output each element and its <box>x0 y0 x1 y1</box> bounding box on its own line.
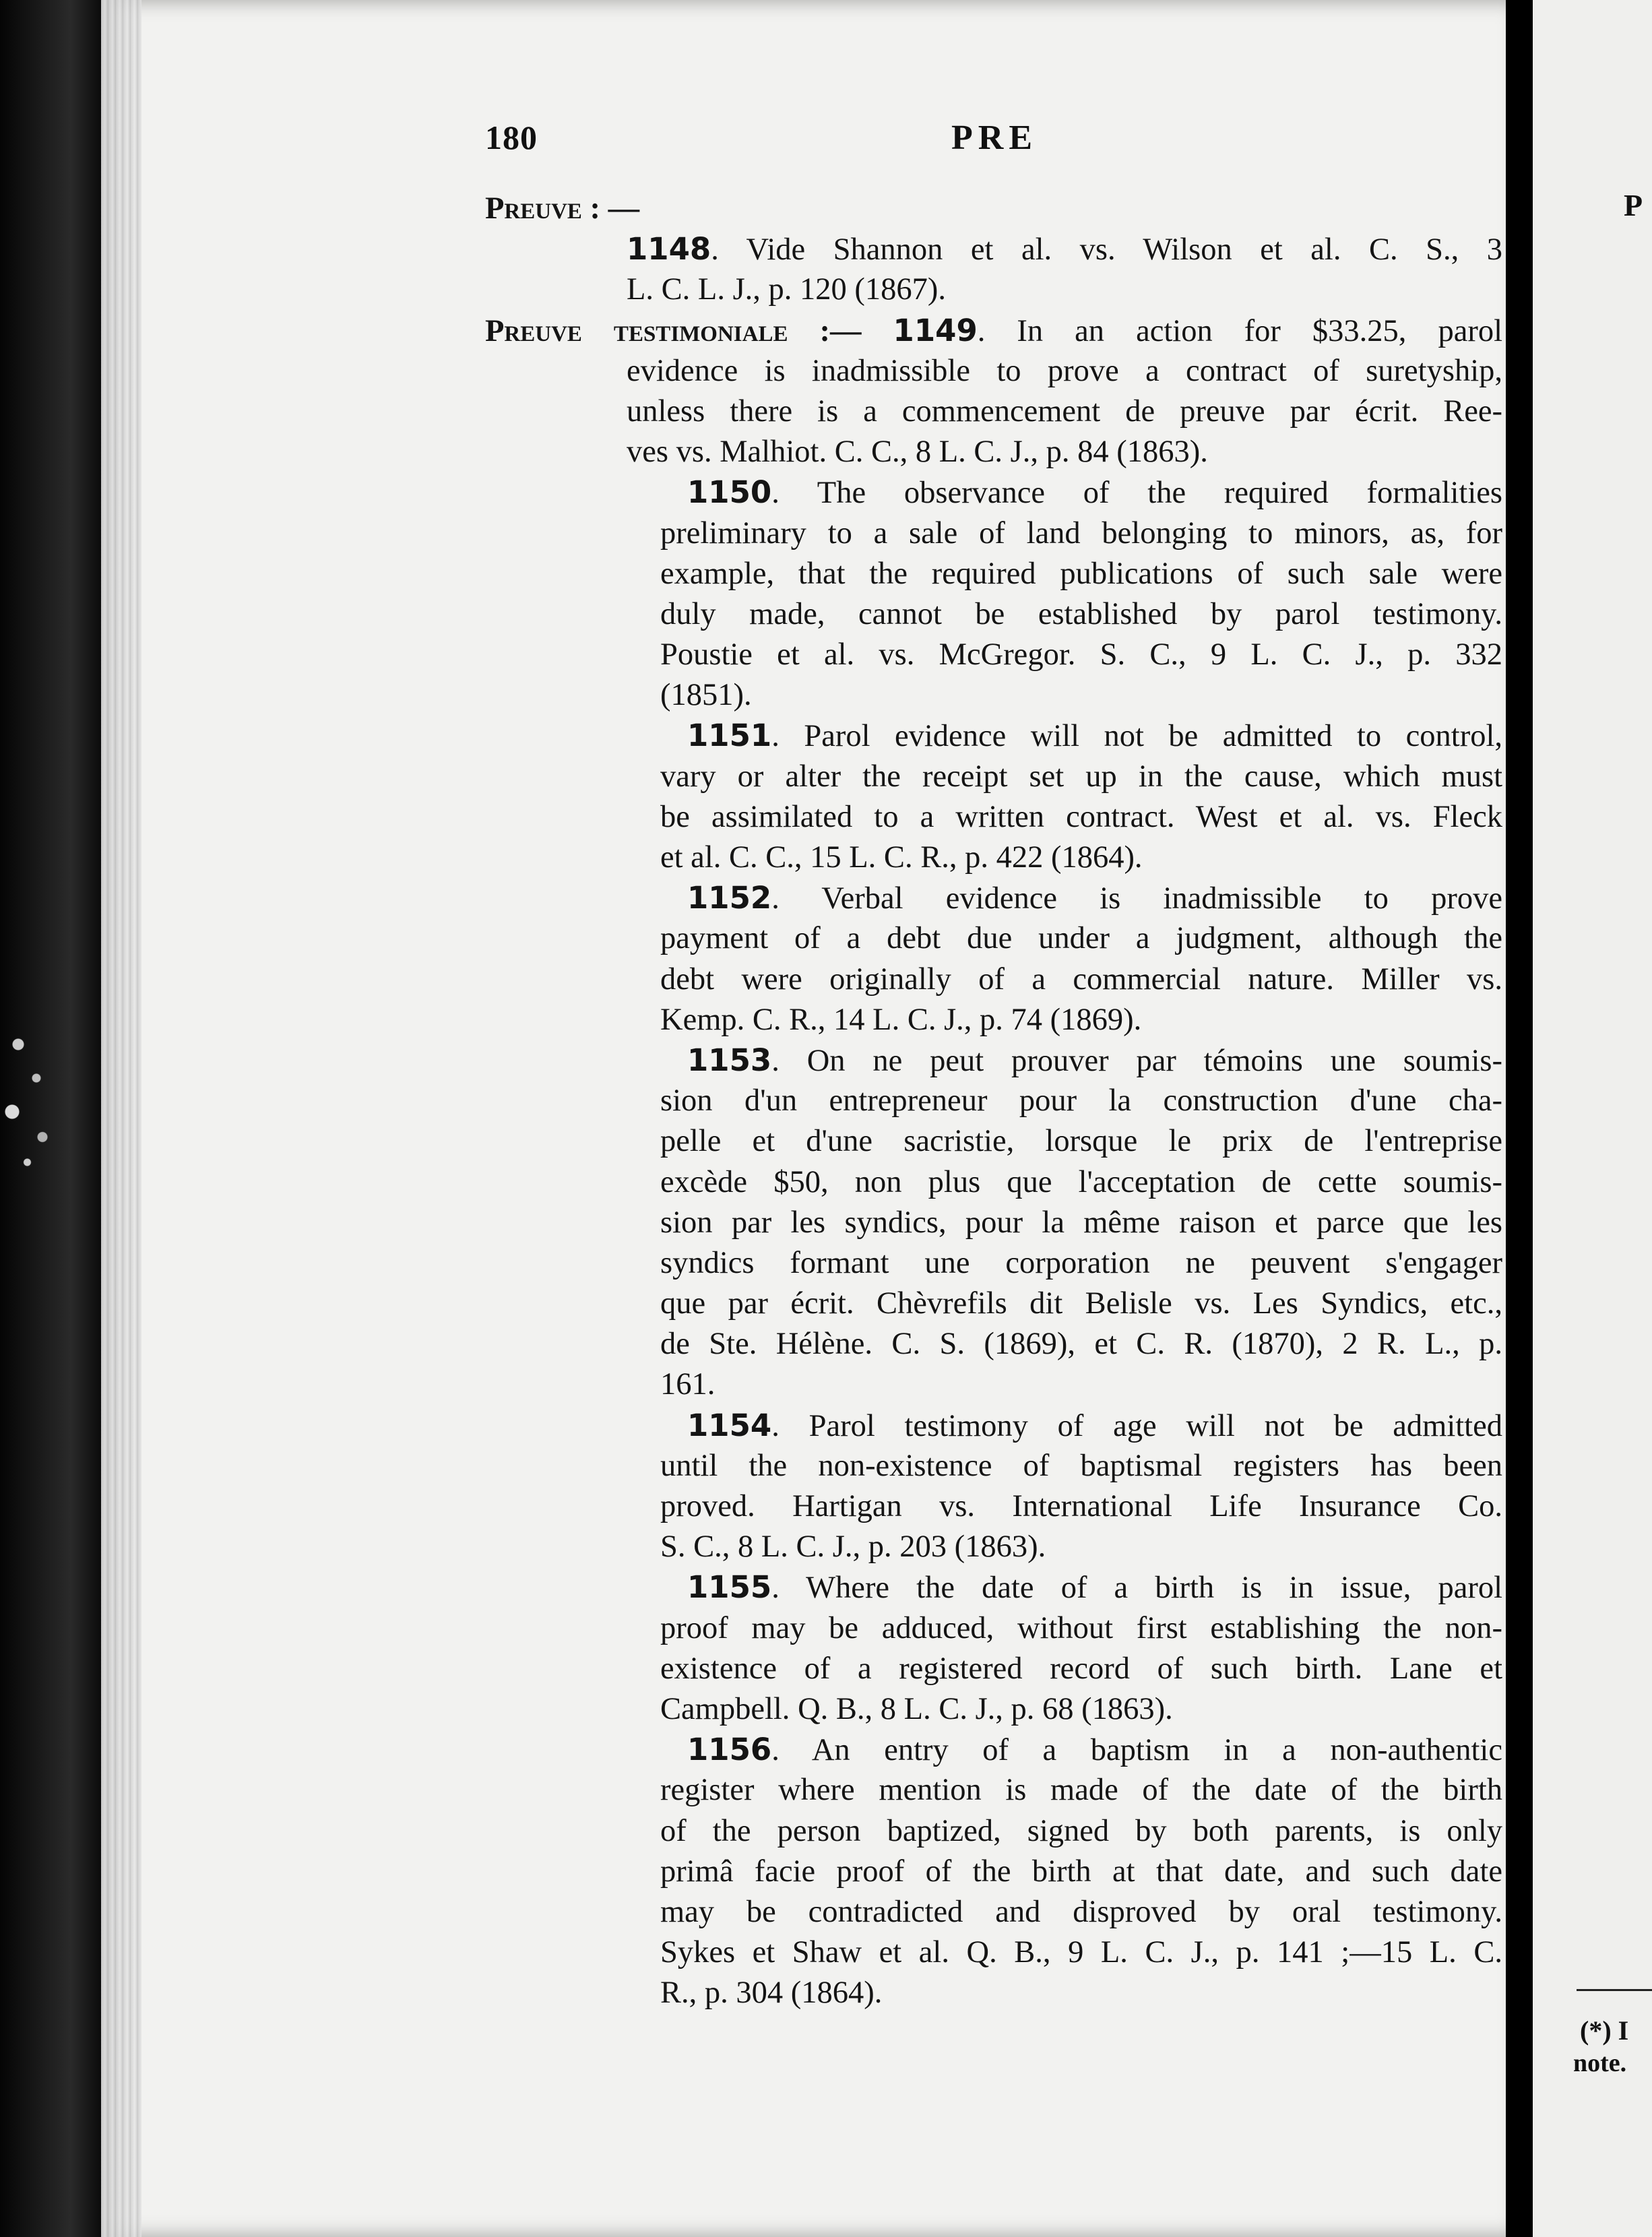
footnote-rule <box>1577 1989 1652 1991</box>
text-segment: may be contradicted and disproved by oral testimony. <box>660 1894 1502 1929</box>
entry-1148 <box>485 189 1502 311</box>
text-line <box>485 554 1502 594</box>
text-line <box>485 1770 1502 1810</box>
text-segment: . Where the date of a birth is in issue, parol <box>771 1571 1502 1606</box>
facing-page-letter: P <box>1624 188 1643 222</box>
text-segment: proof of the birth at that date, and such date <box>815 1854 1502 1889</box>
text-segment: commencement de preuve par écrit. Ree- <box>901 393 1502 429</box>
text-segment: primâ facie <box>660 1854 816 1889</box>
text-segment: Chèvrefils dit Belisle vs. Les Syndics, etc., <box>877 1286 1502 1321</box>
text-line <box>485 513 1502 554</box>
text-line <box>485 675 1502 716</box>
text-line <box>485 716 1502 756</box>
text-segment: 161. <box>660 1367 716 1402</box>
text-segment: . Parol evidence will not be admitted to control, <box>771 719 1502 754</box>
entry-1151 <box>485 716 1502 878</box>
text-line <box>485 757 1502 797</box>
text-line <box>485 878 1502 918</box>
text-line <box>485 1081 1502 1121</box>
text-line <box>485 838 1502 878</box>
text-segment: Hartigan vs. International Life Insurance Co. <box>792 1489 1502 1523</box>
text-segment: Campbell. <box>660 1691 790 1726</box>
text-line <box>485 270 1502 310</box>
page-number: 180 <box>485 119 538 156</box>
text-line <box>485 1852 1502 1892</box>
text-line <box>485 1324 1502 1364</box>
entry-number: 1150 <box>687 474 772 511</box>
text-segment: excède $50, non plus que l'acceptation de cette soumis- <box>660 1164 1502 1199</box>
text-segment: et al. <box>660 840 722 875</box>
entry-number: 1152 <box>687 880 772 916</box>
text-line <box>485 1932 1502 1973</box>
text-segment: C. S., 3 <box>1341 232 1502 267</box>
text-segment: duly made, cannot be established by parol testimony. <box>660 596 1502 631</box>
text-line <box>485 918 1502 959</box>
text-segment: C. C., 8 L. C. J., p. 84 (1863). <box>827 435 1208 470</box>
text-segment: R., p. 304 (1864). <box>660 1976 883 2011</box>
text-segment: (1851). <box>660 678 752 713</box>
entry-1156 <box>485 1730 1502 2013</box>
text-segment: evidence is inadmissible to prove a contract of suretyship, <box>627 353 1502 388</box>
text-line <box>485 1000 1502 1040</box>
text-line <box>485 1446 1502 1486</box>
entry-number: 1154 <box>687 1407 772 1443</box>
text-segment: ves vs. Malhiot. <box>627 435 827 470</box>
text-line <box>485 391 1502 432</box>
text-segment: S. C., 9 L. C. J., p. 332 <box>1075 637 1502 672</box>
text-line <box>485 797 1502 838</box>
text-segment: de Ste. Hélène. <box>660 1327 873 1362</box>
text-line <box>485 1486 1502 1527</box>
text-line <box>485 1892 1502 1932</box>
entry-1150 <box>485 472 1502 716</box>
entry-number: 1148 <box>627 231 711 267</box>
entry-number: 1153 <box>687 1042 772 1078</box>
text-segment: Lane et <box>1389 1651 1502 1686</box>
text-line <box>485 1121 1502 1162</box>
text-line <box>485 1608 1502 1649</box>
text-line <box>485 594 1502 635</box>
text-segment: unless there is a <box>627 393 902 429</box>
text-segment: proof may be adduced, without first establishing the non- <box>660 1610 1502 1645</box>
text-segment: que par écrit. <box>660 1286 877 1321</box>
text-segment: . Vide <box>711 232 833 267</box>
text-line <box>485 1162 1502 1203</box>
text-segment: pelle et d'une sacristie, lorsque le prix de l'entreprise <box>660 1124 1502 1159</box>
text-segment: . On ne peut prouver par témoins une soumis- <box>771 1043 1502 1078</box>
text-segment: vary or alter the receipt set up in the cause, which must <box>660 759 1502 794</box>
text-segment: . The observance of the required formalities <box>771 476 1502 511</box>
text-line <box>485 1689 1502 1730</box>
text-line <box>485 189 1502 229</box>
text-segment: example, that the required publications of such sale were <box>660 556 1502 591</box>
text-line <box>485 1203 1502 1243</box>
text-line <box>485 432 1502 472</box>
text-segment: existence of a registered record of such birth. <box>660 1651 1390 1686</box>
rubric-heading: Preuve : — <box>485 191 640 226</box>
text-segment: proved. <box>660 1489 793 1523</box>
text-segment: . An entry of a baptism in a non-authentic <box>771 1733 1502 1768</box>
text-line <box>485 1811 1502 1852</box>
text-segment: . Parol testimony of age will not be admitted <box>771 1408 1502 1443</box>
facing-footnote-marker: (*) I <box>1580 2015 1629 2046</box>
entry-number: 1149 <box>893 312 978 348</box>
text-line <box>485 1649 1502 1689</box>
text-line <box>485 1364 1502 1405</box>
entry-1153 <box>485 1040 1502 1406</box>
facing-page <box>1533 0 1652 2237</box>
text-segment: C. S. (1869), et C. R. (1870), 2 R. L., p. <box>872 1327 1502 1362</box>
text-line <box>485 1243 1502 1284</box>
scan-artifact <box>0 1011 61 1179</box>
text-line <box>485 1284 1502 1324</box>
text-segment: preliminary to a sale of land belonging to minors, as, for <box>660 515 1502 550</box>
text-line <box>485 1973 1502 2013</box>
text-line <box>485 1527 1502 1567</box>
text-segment: Sykes et Shaw et al. <box>660 1935 949 1970</box>
body-text <box>485 189 1502 2013</box>
text-segment: sion par les syndics, pour la même raison et parce que les <box>660 1205 1502 1240</box>
text-line <box>485 1567 1502 1608</box>
text-segment: of the person baptized, signed by both parents, is only <box>660 1813 1502 1848</box>
text-segment: Q. B., 9 L. C. J., p. 141 ;—15 L. C. <box>949 1935 1502 1970</box>
entry-number: 1151 <box>687 718 772 754</box>
text-line <box>485 635 1502 675</box>
text-segment: until the non-existence of baptismal registers has been <box>660 1448 1502 1483</box>
text-segment: Q. B., 8 L. C. J., p. 68 (1863). <box>790 1691 1173 1726</box>
text-segment: C. R., 14 L. C. J., p. 74 (1869). <box>744 1002 1142 1037</box>
text-segment: Shannon et al. vs. Wilson et al. <box>833 232 1341 267</box>
text-line <box>485 1040 1502 1081</box>
text-segment: sion d'un entrepreneur pour la construction d'une cha- <box>660 1083 1502 1118</box>
entry-number: 1156 <box>687 1732 772 1768</box>
text-segment: L. C. L. J., p. 120 (1867). <box>627 272 947 307</box>
facing-footnote-text: note. <box>1573 2049 1627 2077</box>
text-line <box>485 311 1502 351</box>
text-line <box>485 229 1502 270</box>
text-segment: payment of a debt due under a judgment, although the <box>660 921 1502 956</box>
text-segment: Miller vs. <box>1361 962 1502 997</box>
text-segment: West et al. vs. Fleck <box>1195 799 1502 834</box>
page-header <box>485 118 1523 165</box>
text-segment: . In an action for $33.25, parol <box>977 313 1502 348</box>
running-head: PRE <box>951 119 1038 157</box>
text-segment: debt were originally of a commercial nature. <box>660 962 1362 997</box>
text-line <box>485 351 1502 391</box>
entry-number: 1155 <box>687 1569 772 1606</box>
book-gutter <box>1506 0 1533 2237</box>
rubric-heading: Preuve testimoniale :— <box>485 313 893 348</box>
text-line <box>485 959 1502 1000</box>
text-segment: syndics formant une corporation ne peuvent s'engager <box>660 1245 1502 1280</box>
text-segment: Poustie et al. vs. McGregor. <box>660 637 1076 672</box>
text-line <box>485 1406 1502 1446</box>
text-line <box>485 472 1502 513</box>
text-segment: register where mention is made of the date of the birth <box>660 1773 1502 1808</box>
text-segment: . Verbal evidence is inadmissible to prove <box>771 881 1502 916</box>
text-segment: C. C., 15 L. C. R., p. 422 (1864). <box>721 840 1143 875</box>
text-segment: S. C., 8 L. C. J., p. 203 (1863). <box>660 1530 1046 1565</box>
entry-1154 <box>485 1406 1502 1568</box>
entry-1155 <box>485 1567 1502 1730</box>
text-segment: be assimilated to a written contract. <box>660 799 1196 834</box>
entry-1149 <box>485 311 1502 473</box>
entry-1152 <box>485 878 1502 1040</box>
text-segment: Kemp. <box>660 1002 745 1037</box>
text-line <box>485 1730 1502 1770</box>
